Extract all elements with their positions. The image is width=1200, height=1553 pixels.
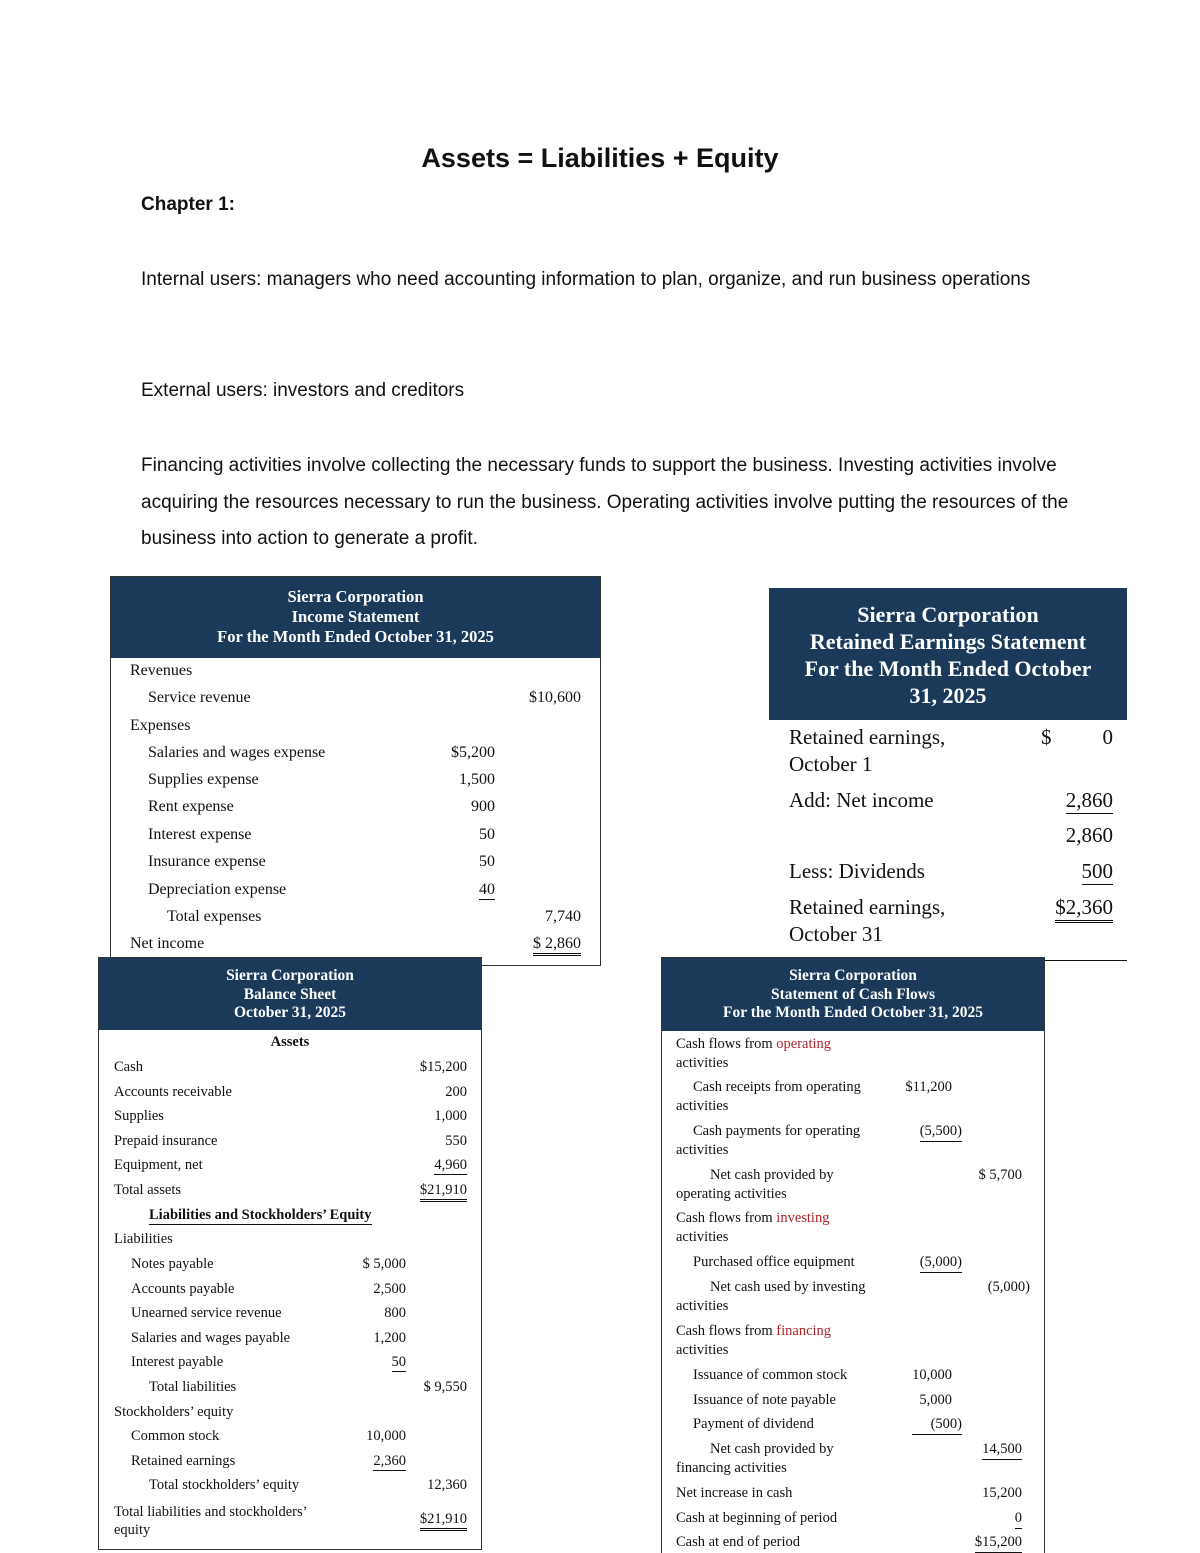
cf-fin-div: Payment of dividend [693,1416,814,1432]
balance-total-liabilities-value: $ 9,550 [423,1379,467,1395]
income-net-income-value: $ 2,860 [533,935,581,956]
internal-users-paragraph: Internal users: managers who need accounting information to plan, organize, and run business operations [141,269,1031,290]
cf-inv-purchase-value: (5,000) [920,1253,962,1273]
balance-ar: Accounts receivable [114,1084,232,1100]
cf-net-increase-value: 15,200 [982,1485,1022,1501]
retained-begin-currency: $ [1041,725,1052,749]
cf-begin-value: 0 [1015,1509,1022,1529]
balance-prepaid-value: 550 [445,1133,467,1149]
cf-op-net [676,1166,834,1204]
cash-flow-title: Statement of Cash Flows [770,985,936,1003]
balance-prepaid: Prepaid insurance [114,1133,218,1149]
balance-salaries: Salaries and wages payable [131,1330,291,1346]
cf-op-receipts-line-1: Cash receipts from operating [693,1079,861,1095]
cf-op-payments-line-1: Cash payments for operating [693,1123,861,1139]
activities-paragraph: Financing activities involve collecting the necessary funds to support the business. Investing activities involve acquiring the resources necessary to run the business. Operating activities involve putting the resources of the business into action to generate a profit. [141,455,1069,549]
cf-investing-heading-text: Cash flows from [676,1210,777,1226]
balance-re: Retained earnings [131,1453,236,1469]
retained-earnings-statement [769,588,1127,963]
income-supplies: Supplies expense [148,771,259,788]
income-interest-value: 50 [479,826,495,843]
income-statement-header [111,577,600,658]
income-rent: Rent expense [148,798,234,815]
cf-end: Cash at end of period [676,1534,801,1550]
cash-flow-company: Sierra Corporation [789,967,917,984]
cf-inv-net [676,1278,865,1316]
balance-total-liabilities: Total liabilities [149,1379,237,1395]
balance-supplies-value: 1,000 [434,1108,467,1124]
cf-fin-stock-value: 10,000 [912,1367,952,1383]
cf-operating-heading-line-2: activities [676,1055,729,1071]
cf-fin-div-value: (500) [912,1415,962,1435]
balance-unearned-value: 800 [384,1305,406,1321]
balance-common: Common stock [131,1428,220,1444]
balance-total-le-label [114,1503,307,1539]
balance-total-se: Total stockholders’ equity [149,1477,300,1493]
income-service-revenue-value: $10,600 [529,689,581,706]
cf-financing-heading-text: Cash flows from [676,1323,777,1339]
balance-ap-value: 2,500 [373,1281,406,1297]
income-title: Income Statement [291,607,420,626]
retained-end-label-2: October 31 [789,922,883,946]
cf-financing-heading [676,1322,831,1360]
balance-unearned: Unearned service revenue [131,1305,282,1321]
balance-assets-heading: Assets [270,1034,310,1050]
cf-operating-keyword: operating [776,1036,832,1052]
retained-add-label: Add: Net income [789,788,934,812]
balance-ap: Accounts payable [131,1281,235,1297]
balance-re-value: 2,360 [373,1453,406,1469]
retained-statement-header [769,588,1127,720]
balance-notes-value: $ 5,000 [362,1256,406,1272]
balance-date: October 31, 2025 [233,1004,347,1021]
chapter-heading: Chapter 1: [141,194,235,215]
balance-total-assets: Total assets [114,1182,182,1198]
cf-inv-net-value: (5,000) [987,1279,1030,1295]
cf-op-net-line-1: Net cash provided by [710,1167,834,1183]
balance-total-le-line-1: Total liabilities and stockholders’ [114,1504,308,1520]
cf-financing-heading-line-2: activities [676,1342,729,1358]
income-insurance: Insurance expense [148,853,266,870]
income-period: For the Month Ended October 31, 2025 [217,627,494,646]
retained-less-label: Less: Dividends [789,859,925,883]
cf-fin-net-line-2: financing activities [676,1460,787,1476]
balance-common-value: 10,000 [366,1428,406,1444]
income-salaries: Salaries and wages expense [148,744,326,761]
balance-cash-value: $15,200 [419,1059,467,1075]
balance-equipment: Equipment, net [114,1157,203,1173]
cf-fin-note-value: 5,000 [919,1392,952,1408]
income-interest: Interest expense [148,826,252,843]
cf-fin-note: Issuance of note payable [693,1392,836,1408]
income-total-expenses-value: 7,740 [545,908,581,925]
income-net-income: Net income [130,935,205,952]
cf-op-payments-line-2: activities [676,1142,729,1158]
cf-op-net-value: $ 5,700 [978,1167,1022,1183]
retained-add-value: 2,860 [1065,788,1113,812]
retained-begin-label-2: October 1 [789,752,873,776]
retained-period-2: 31, 2025 [909,683,987,708]
retained-end-label-1: Retained earnings, [789,895,946,919]
income-depreciation: Depreciation expense [148,881,287,898]
cash-flow-period: For the Month Ended October 31, 2025 [723,1004,983,1021]
income-company: Sierra Corporation [287,587,424,606]
page-title: Assets = Liabilities + Equity [421,143,779,173]
cf-fin-net [676,1440,834,1478]
balance-liab-equity-heading: Liabilities and Stockholders’ Equity [149,1207,372,1223]
cf-inv-net-line-1: Net cash used by investing [710,1279,866,1295]
cf-operating-heading [676,1035,831,1073]
balance-ar-value: 200 [445,1084,467,1100]
income-supplies-value: 1,500 [459,771,495,788]
balance-sheet [98,957,482,1550]
retained-title: Retained Earnings Statement [809,629,1087,654]
cf-op-receipts-line-2: activities [676,1098,729,1114]
cf-begin: Cash at beginning of period [676,1510,838,1526]
balance-total-assets-value: $21,910 [420,1182,467,1202]
cf-investing-keyword: investing [776,1210,830,1226]
income-total-expenses: Total expenses [167,908,262,925]
balance-cash: Cash [114,1059,143,1075]
cf-financing-keyword: financing [776,1323,832,1339]
balance-sheet-header [99,958,481,1030]
income-salaries-value: $5,200 [451,744,495,761]
cf-op-receipts [676,1078,861,1116]
income-expenses-label: Expenses [130,717,191,734]
retained-end-value: $2,360 [1055,895,1113,923]
balance-total-le-line-2: equity [114,1522,151,1538]
cf-end-value: $15,200 [975,1533,1022,1553]
balance-salaries-value: 1,200 [373,1330,406,1346]
cf-op-net-line-2: operating activities [676,1186,787,1202]
balance-notes: Notes payable [131,1256,214,1272]
cf-investing-heading [676,1209,829,1247]
balance-supplies: Supplies [114,1108,164,1124]
income-depreciation-value: 40 [479,881,495,898]
cf-op-payments [676,1122,860,1160]
cf-op-receipts-value: $11,200 [905,1079,952,1095]
cf-fin-net-value: 14,500 [982,1440,1022,1460]
cf-fin-net-line-1: Net cash provided by [710,1441,834,1457]
balance-total-se-value: 12,360 [427,1477,467,1493]
income-revenues-label: Revenues [130,662,193,679]
retained-begin-label-1: Retained earnings, [789,725,946,749]
cash-flow-header [662,958,1044,1031]
external-users-paragraph: External users: investors and creditors [141,380,465,401]
balance-title: Balance Sheet [243,985,337,1003]
cf-investing-heading-line-2: activities [676,1229,729,1245]
retained-less-value: 500 [1081,859,1113,883]
balance-liabilities-label: Liabilities [114,1231,173,1247]
balance-interest-value: 50 [391,1354,406,1370]
balance-total-le-value: $21,910 [420,1511,467,1531]
retained-begin-value: 0 [1102,725,1113,749]
cf-fin-stock: Issuance of common stock [693,1367,848,1383]
balance-company: Sierra Corporation [226,967,354,984]
balance-equipment-value: 4,960 [434,1157,467,1173]
retained-subtotal-value: 2,860 [1065,823,1113,847]
cf-operating-heading-text: Cash flows from [676,1036,777,1052]
income-insurance-value: 50 [479,853,495,870]
income-rent-value: 900 [471,798,495,815]
cf-op-payments-value: (5,500) [920,1122,962,1142]
cf-inv-net-line-2: activities [676,1298,729,1314]
retained-period-1: For the Month Ended October [804,656,1092,681]
balance-se-label: Stockholders’ equity [114,1404,234,1420]
cf-inv-purchase: Purchased office equipment [693,1254,855,1270]
balance-interest: Interest payable [131,1354,224,1370]
cf-net-increase: Net increase in cash [676,1485,793,1501]
income-statement [110,576,601,966]
income-service-revenue: Service revenue [148,689,251,706]
cash-flow-statement [661,957,1045,1553]
retained-company: Sierra Corporation [857,602,1039,627]
